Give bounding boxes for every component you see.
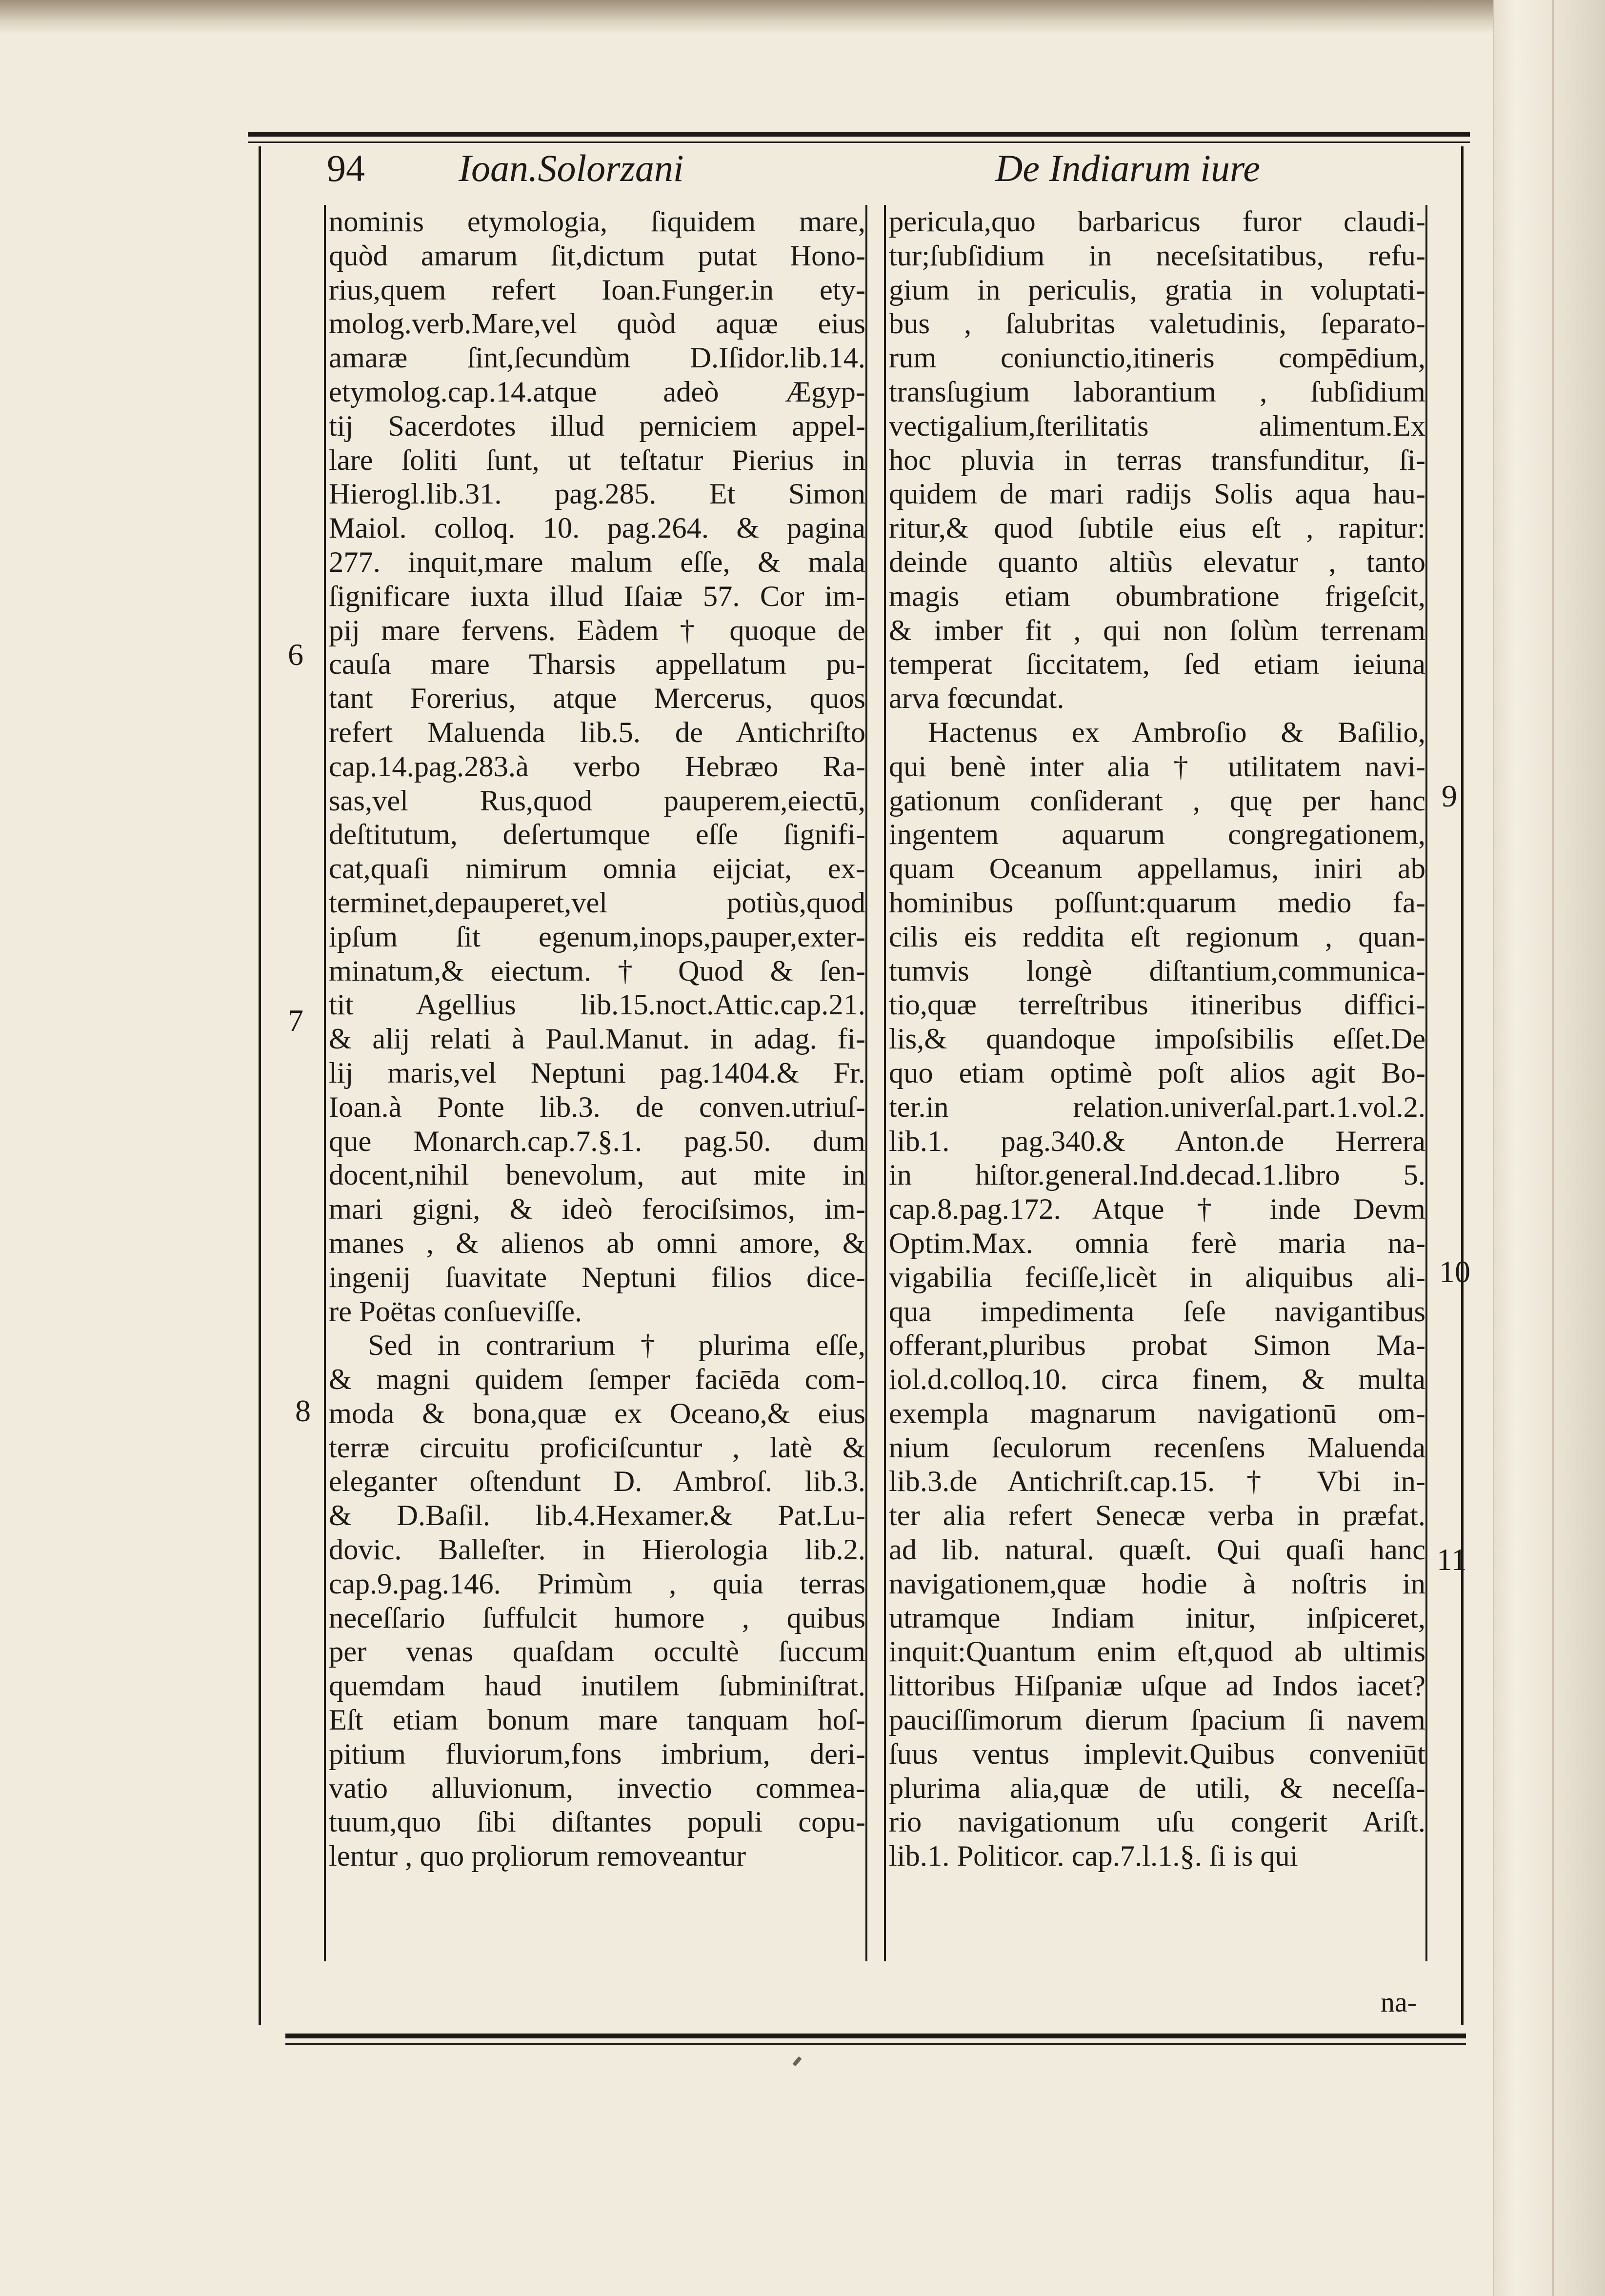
text-line: ipſum ſit egenum,inops,pauper,exter- bbox=[329, 920, 865, 953]
running-head-author: Ioan.Solorzani bbox=[459, 147, 684, 189]
text-line: eleganter oſtendunt D. Ambroſ. lib.3. bbox=[329, 1465, 865, 1498]
text-line: pitium fluviorum,fons imbrium, deri- bbox=[329, 1737, 865, 1771]
margin-note-11: 11 bbox=[1437, 1542, 1467, 1577]
text-line: littoribus Hiſpaniæ uſque ad Indos iacet? bbox=[889, 1670, 1425, 1703]
text-line: plurima alia,quæ de utili, & neceſſa- bbox=[889, 1772, 1425, 1805]
text-line: Hactenus ex Ambroſio & Baſilio, bbox=[928, 716, 1425, 749]
text-line: & D.Baſil. lib.4.Hexamer.& Pat.Lu- bbox=[329, 1499, 865, 1532]
text-line: terræ circuitu proficiſcuntur , latè & bbox=[329, 1431, 865, 1464]
text-line: vigabilia feciſſe,licèt in aliquibus ali- bbox=[889, 1261, 1425, 1294]
text-line: terminet,depauperet,vel potiùs,quod bbox=[329, 886, 865, 919]
text-line: inquit:Quantum enim eſt,quod ab ultimis bbox=[889, 1635, 1425, 1669]
page-number: 94 bbox=[327, 147, 365, 189]
text-line: rio navigationum uſu congerit Ariſt. bbox=[889, 1806, 1425, 1839]
running-head-title: De Indiarum iure bbox=[995, 147, 1261, 189]
text-line: iol.d.colloq.10. circa finem, & multa bbox=[889, 1363, 1425, 1396]
text-line: moda & bona,quæ ex Oceano,& eius bbox=[329, 1397, 865, 1430]
text-line: pericula,quo barbaricus furor claudi- bbox=[889, 205, 1425, 238]
text-line: Ioan.à Ponte lib.3. de conven.utriuſ- bbox=[329, 1090, 865, 1124]
text-line: minatum,& eiectum. † Quod & ſen- bbox=[329, 954, 865, 987]
text-line: neceſſario ſuffulcit humore , quibus bbox=[329, 1601, 865, 1634]
left-text-column bbox=[324, 205, 867, 1961]
margin-note-7: 7 bbox=[288, 1003, 303, 1038]
text-line: vectigalium,ſterilitatis alimentum.Ex bbox=[889, 409, 1425, 443]
footer-rule-thin bbox=[285, 2043, 1466, 2045]
text-line: que Monarch.cap.7.§.1. pag.50. dum bbox=[329, 1125, 865, 1158]
text-line: rum coniunctio,itineris compēdium, bbox=[889, 342, 1425, 375]
text-line: nium ſeculorum recenſens Maluenda bbox=[889, 1431, 1425, 1464]
text-line: ſignificare iuxta illud Iſaiæ 57. Cor im- bbox=[329, 580, 865, 613]
text-line: tio,quæ terreſtribus itineribus diffici- bbox=[889, 988, 1425, 1022]
text-line: ad lib. natural. quæſt. Qui quaſi hanc bbox=[889, 1533, 1425, 1567]
book-binding-edge bbox=[1493, 0, 1605, 2296]
text-line: dovic. Balleſter. in Hierologia lib.2. bbox=[329, 1533, 865, 1567]
text-line: lentur , quo prǫliorum removeantur bbox=[329, 1840, 746, 1873]
text-line: manes , & alienos ab omni amore, & bbox=[329, 1227, 865, 1260]
text-line: offerant,pluribus probat Simon Ma- bbox=[889, 1329, 1425, 1362]
scan-top-edge bbox=[0, 0, 1605, 34]
text-line: lib.3.de Antichriſt.cap.15. † Vbi in- bbox=[889, 1465, 1425, 1498]
text-line: lare ſoliti ſunt, ut teſtatur Pierius in bbox=[329, 443, 865, 477]
text-line: cauſa mare Tharsis appellatum pu- bbox=[329, 648, 865, 681]
text-line: in hiſtor.general.Ind.decad.1.libro 5. bbox=[889, 1159, 1425, 1192]
text-line: Sed in contrarium † plurima eſſe, bbox=[368, 1329, 865, 1362]
text-line: cilis eis reddita eſt regionum , quan- bbox=[889, 920, 1425, 953]
text-line: amaræ ſint,ſecundùm D.Iſidor.lib.14. bbox=[329, 342, 865, 375]
text-line: lis,& quandoque impoſsibilis eſſet.De bbox=[889, 1023, 1425, 1056]
text-line: 277. inquit,mare malum eſſe, & mala bbox=[329, 545, 865, 579]
text-line: cap.14.pag.283.à verbo Hebræo Ra- bbox=[329, 750, 865, 783]
text-line: pauciſſimorum dierum ſpacium ſi navem bbox=[889, 1704, 1425, 1737]
text-line: qui benè inter alia † utilitatem navi- bbox=[889, 750, 1425, 783]
text-line: deſtitutum, deſertumque eſſe ſignifi- bbox=[329, 818, 865, 851]
text-line: tij Sacerdotes illud perniciem appel- bbox=[329, 409, 865, 443]
text-line: mari gigni, & ideò ferociſsimos, im- bbox=[329, 1193, 865, 1226]
text-line: tur;ſubſidium in neceſsitatibus, refu- bbox=[889, 239, 1425, 272]
header-rule-thin bbox=[248, 141, 1470, 143]
text-line: ter alia refert Senecæ verba in præfat. bbox=[889, 1499, 1425, 1532]
text-line: & alij relati à Paul.Manut. in adag. fi- bbox=[329, 1023, 865, 1056]
text-line: tit Agellius lib.15.noct.Attic.cap.21. bbox=[329, 988, 865, 1022]
text-line: ter.in relation.univerſal.part.1.vol.2. bbox=[889, 1090, 1425, 1124]
text-line: Maiol. colloq. 10. pag.264. & pagina bbox=[329, 512, 865, 545]
text-line: per venas quaſdam occultè ſuccum bbox=[329, 1635, 865, 1669]
text-line: navigationem,quæ hodie à noſtris in bbox=[889, 1567, 1425, 1600]
text-line: rius,quem refert Ioan.Funger.in ety- bbox=[329, 273, 865, 306]
right-text-column bbox=[884, 205, 1427, 1961]
text-line: quam Oceanum appellamus, iniri ab bbox=[889, 852, 1425, 886]
ink-blot bbox=[793, 2056, 802, 2066]
margin-note-9: 9 bbox=[1442, 779, 1457, 813]
text-line: tumvis longè diſtantium,communica- bbox=[889, 954, 1425, 987]
text-line: ingentem aquarum congregationem, bbox=[889, 818, 1425, 851]
text-line: quòd amarum ſit,dictum putat Hono- bbox=[329, 239, 865, 272]
text-line: lib.1. pag.340.& Anton.de Herrera bbox=[889, 1125, 1425, 1158]
text-line: arva fœcundat. bbox=[889, 682, 1064, 715]
text-line: deinde quanto altiùs elevatur , tanto bbox=[889, 545, 1425, 579]
text-line: re Poëtas conſueviſſe. bbox=[329, 1295, 582, 1328]
text-line: molog.verb.Mare,vel quòd aquæ eius bbox=[329, 307, 865, 341]
text-line: hoc pluvia in terras transfunditur, ſi- bbox=[889, 443, 1425, 477]
text-line: Hierogl.lib.31. pag.285. Et Simon bbox=[329, 478, 865, 511]
margin-note-10: 10 bbox=[1439, 1254, 1470, 1289]
margin-note-6: 6 bbox=[288, 637, 303, 672]
text-line: & magni quidem ſemper faciēda com- bbox=[329, 1363, 865, 1396]
text-line: docent,nihil benevolum, aut mite in bbox=[329, 1159, 865, 1192]
footer-rule-thick bbox=[285, 2034, 1466, 2038]
text-line: & imber fit , qui non ſolùm terrenam bbox=[889, 614, 1425, 647]
text-line: cap.8.pag.172. Atque † inde Devm bbox=[889, 1193, 1425, 1226]
text-line: cap.9.pag.146. Primùm , quia terras bbox=[329, 1567, 865, 1600]
text-line: ſuus ventus implevit.Quibus conveniūt bbox=[889, 1737, 1425, 1771]
text-line: cat,quaſi nimirum omnia eijciat, ex- bbox=[329, 852, 865, 886]
text-line: vatio alluvionum, invectio commea- bbox=[329, 1772, 865, 1805]
text-line: temperat ſiccitatem, ſed etiam ieiuna bbox=[889, 648, 1425, 681]
text-line: Eſt etiam bonum mare tanquam hoſ- bbox=[329, 1704, 865, 1737]
text-line: lij maris,vel Neptuni pag.1404.& Fr. bbox=[329, 1056, 865, 1089]
text-line: tuum,quo ſibi diſtantes populi copu- bbox=[329, 1806, 865, 1839]
text-line: etymolog.cap.14.atque adeò Ægyp- bbox=[329, 375, 865, 408]
text-line: Optim.Max. omnia ferè maria na- bbox=[889, 1227, 1425, 1260]
text-line: refert Maluenda lib.5. de Antichriſto bbox=[329, 716, 865, 749]
text-line: lib.1. Politicor. cap.7.l.1.§. ſi is qui bbox=[889, 1840, 1298, 1873]
catchword: na- bbox=[1381, 1986, 1417, 2018]
text-line: bus , ſalubritas valetudinis, ſeparato- bbox=[889, 307, 1425, 341]
text-line: sas,vel Rus,quod pauperem,eiectū, bbox=[329, 784, 865, 817]
text-line: magis etiam obumbratione frigeſcit, bbox=[889, 580, 1425, 613]
text-line: transſugium laborantium , ſubſidium bbox=[889, 375, 1425, 408]
text-line: pij mare fervens. Eàdem † quoque de bbox=[329, 614, 865, 647]
text-line: ritur,& quod ſubtile eius eſt , rapitur: bbox=[889, 512, 1425, 545]
text-line: gationum conſiderant , quę per hanc bbox=[889, 784, 1425, 817]
header-rule-thick bbox=[248, 132, 1470, 137]
text-line: qua impedimenta ſeſe navigantibus bbox=[889, 1295, 1425, 1328]
text-line: hominibus poſſunt:quarum medio fa- bbox=[889, 886, 1425, 919]
text-line: ingenij ſuavitate Neptuni filios dice- bbox=[329, 1261, 865, 1294]
text-line: utramque Indiam initur, inſpiceret, bbox=[889, 1601, 1425, 1634]
text-line: quemdam haud inutilem ſubminiſtrat. bbox=[329, 1670, 865, 1703]
text-line: quo etiam optimè poſt alios agit Bo- bbox=[889, 1056, 1425, 1089]
text-line: nominis etymologia, ſiquidem mare, bbox=[329, 205, 865, 238]
text-line: exempla magnarum navigationū om- bbox=[889, 1397, 1425, 1430]
margin-note-8: 8 bbox=[295, 1393, 311, 1428]
text-line: gium in periculis, gratia in voluptati- bbox=[889, 273, 1425, 306]
text-line: tant Forerius, atque Mercerus, quos bbox=[329, 682, 865, 715]
text-line: quidem de mari radijs Solis aqua hau- bbox=[889, 478, 1425, 511]
